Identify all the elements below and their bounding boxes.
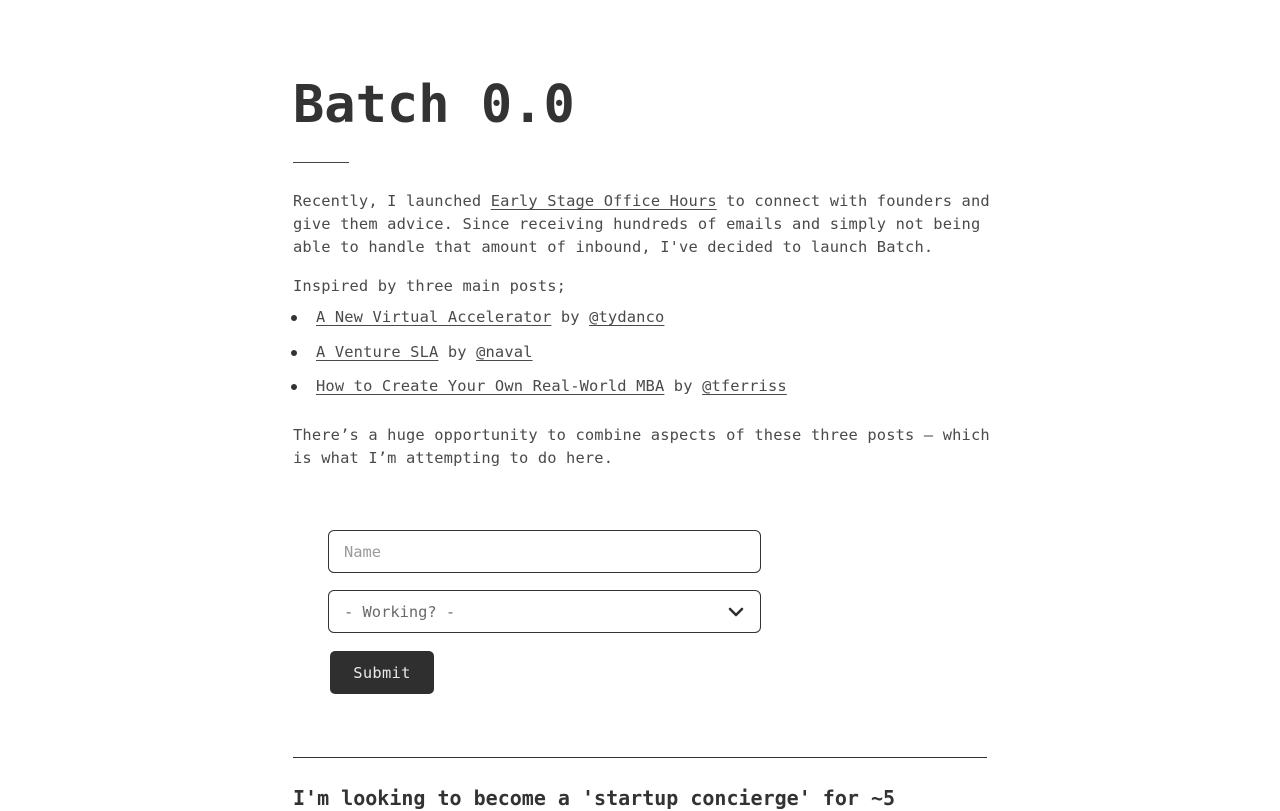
intro-text-after: to connect with founders and give them advice. Since receiving hundreds of emails and simply not being able to handle that amount of inbound, I've decided to launch Batch.: [293, 192, 990, 256]
author-link[interactable]: @naval: [476, 342, 533, 361]
author-link[interactable]: @tferriss: [702, 377, 787, 395]
inspired-paragraph: Inspired by three main posts;: [293, 277, 567, 295]
list-item: [293, 375, 787, 398]
page-title: Batch 0.0: [293, 75, 575, 135]
working-select[interactable]: [328, 590, 761, 633]
opportunity-paragraph: There’s a huge opportunity to combine aspects of these three posts — which is what I’m attempting to do here.: [293, 426, 990, 467]
intro-paragraph: [293, 190, 993, 259]
name-input[interactable]: [328, 530, 761, 573]
post-link[interactable]: A New Virtual Accelerator: [316, 308, 552, 326]
working-select-value: - Working? -: [344, 602, 456, 621]
posts-list: [293, 306, 787, 410]
submit-button[interactable]: Submit: [330, 651, 434, 694]
post-link[interactable]: How to Create Your Own Real-World MBA: [316, 377, 665, 395]
section-divider: [293, 757, 987, 758]
list-item: [293, 341, 787, 364]
post-by-text: by: [551, 308, 590, 326]
post-link[interactable]: A Venture SLA: [316, 342, 439, 361]
office-hours-link[interactable]: Early Stage Office Hours: [490, 192, 717, 210]
bullet-icon: [291, 384, 297, 390]
intro-text-before: Recently, I launched: [293, 192, 491, 210]
title-underline-rule: [293, 162, 349, 163]
post-by-text: by: [664, 377, 703, 395]
chevron-down-icon: [727, 603, 745, 621]
bullet-icon: [291, 315, 297, 321]
post-by-text: by: [438, 342, 477, 361]
list-item: [293, 306, 787, 329]
bullet-icon: [291, 350, 297, 356]
author-link[interactable]: @tydanco: [589, 308, 665, 326]
section-heading: I'm looking to become a 'startup concierge' for ~5: [293, 786, 896, 810]
